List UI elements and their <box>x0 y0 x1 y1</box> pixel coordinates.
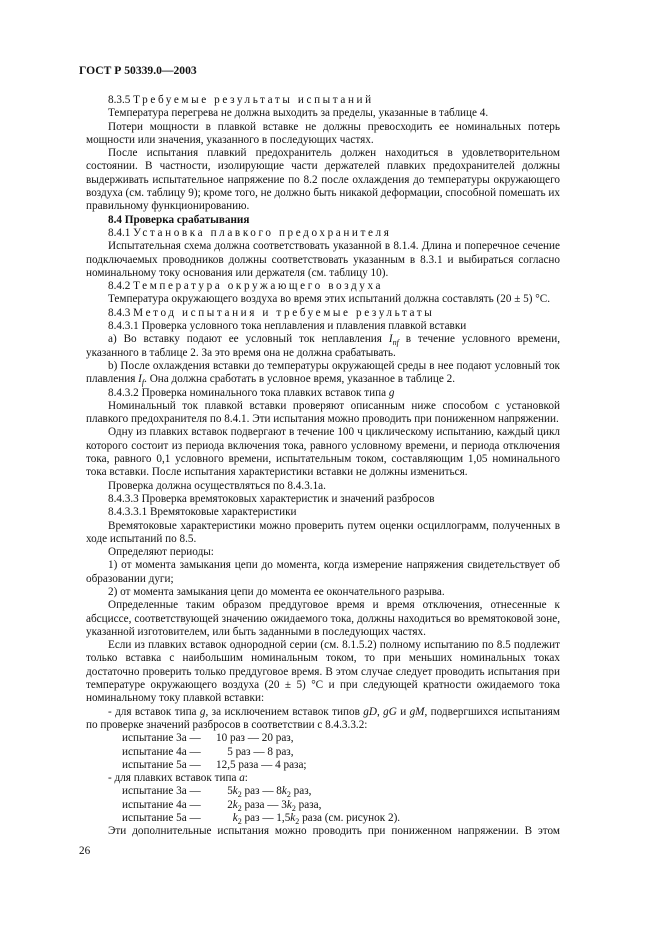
list-item: 1) от момента замыкания цепи до момента, когда измерение напряжения свидетельствует об образовании дуги; <box>86 559 560 585</box>
section-8-4-1-heading: 8.4.1 Установка плавкого предохранителя <box>108 226 392 239</box>
dash-item-a: - для плавких вставок типа a: <box>108 772 248 785</box>
section-8-4-3-2-heading: 8.4.3.2 Проверка номинального тока плавких вставок типа g <box>108 386 395 399</box>
page-content <box>86 94 560 839</box>
section-8-4-3-3-heading: 8.4.3.3 Проверка времятоковых характеристик и значений разбросов <box>108 492 435 505</box>
page-number: 26 <box>79 845 91 857</box>
paragraph: Температура перегрева не должна выходить за пределы, указанные в таблице 4. <box>108 107 489 120</box>
paragraph: Испытательная схема должна соответствовать указанной в 8.1.4. Длина и поперечное сечение подключаемых проводников должны соответствовать указанным в 8.3.1 и выбираться согласно номинальному току основания или держателя (см. таблицу 10). <box>86 240 560 279</box>
section-8-4-heading: 8.4 Проверка срабатывания <box>108 213 250 226</box>
paragraph: После испытания плавкий предохранитель должен находиться в удовлетворительном состоянии. В частности, изолирующие части держателей плавких предохранителей должны выдерживать испытательное напряжение по 8.2 после охлаждения до температуры окружающего воздуха (см. таблицу 9); кроме того, не должно быть никакой деформации, способной помешать их правильному функционированию. <box>86 147 560 213</box>
item-a: a) Во вставку подают ее условный ток неплавления $I_{nf}$ в течение условного времени, указанного в таблице 2. За это время она не должна срабатывать. <box>86 333 560 359</box>
paragraph: Потери мощности в плавкой вставке не должны превосходить ее номинальных потерь мощности или значения, указанного в последующих частях. <box>86 120 560 146</box>
test-row: испытание 4а — 5 раз — 8 раз, <box>122 745 294 758</box>
paragraph: Температура окружающего воздуха во время этих испытаний должна составлять (20 ± 5) °С. <box>108 293 551 306</box>
dash-item-g: - для вставок типа g, за исключением вставок типов gD, gG и gM, подвергшихся испытаниям по проверке значений разбросов в соответствии с 8.4.3.3.2: <box>86 705 560 731</box>
paragraph: Проверка должна осуществляться по 8.4.3.1а. <box>108 479 326 492</box>
item-b: b) После охлаждения вставки до температуры окружающей среды в нее подают условный ток плавления $I_f$. Она должна сработать в условное время, указанное в таблице 2. <box>86 359 560 388</box>
section-8-4-3-heading: 8.4.3 Метод испытания и требуемые результаты <box>108 306 435 319</box>
paragraph: Эти дополнительные испытания можно проводить при пониженном напряжении. В этом <box>108 825 560 838</box>
paragraph: Определяют периоды: <box>108 546 214 559</box>
test-row: испытание 3а — 10 раз — 20 раз, <box>122 732 294 745</box>
paragraph: Номинальный ток плавкой вставки проверяют описанным ниже способом с установкой плавкого предохранителя по 8.4.1. Эти испытания можно проводить при пониженном напряжении. <box>86 399 560 426</box>
document-header: ГОСТ Р 50339.0—2003 <box>79 64 197 77</box>
list-item: 2) от момента замыкания цепи до момента ее окончательного разрыва. <box>108 585 445 598</box>
test-row: испытание 5а — 12,5 раза — 4 раза; <box>122 758 307 771</box>
paragraph: Времятоковые характеристики можно проверить путем оценки осциллограмм, полученных в ходе испытаний по 8.5. <box>86 519 560 545</box>
paragraph: Если из плавких вставок однородной серии (см. 8.1.5.2) полному испытанию по 8.5 подлежит только вставка с наибольшим номинальным током, то при меньших номинальных токах достаточно проверить только преддуговое время. В этом случае следует проводить испытания при температуре окружающего воздуха (20 ± 5) °С и при следующей кратности ожидаемого тока номинальному току плавкой вставки: <box>86 639 560 705</box>
test-row: испытание 3а — $5k_2$ раз — $8k_2$ раз, <box>122 785 312 800</box>
section-8-4-2-heading: 8.4.2 Температура окружающего воздуха <box>108 280 384 293</box>
test-row: испытание 5а — $k_2$ раз — $1,5k_2$ раза (см. рисунок 2). <box>122 812 401 827</box>
test-row: испытание 4а — $2k_2$ раза — $3k_2$ раза, <box>122 798 322 813</box>
paragraph: Одну из плавких вставок подвергают в течение 100 ч циклическому испытанию, каждый цикл которого состоит из периода включения тока, равного условному времени, и периода отключения тока, равного 0,1 условного времени, испытательным током, составляющим 1,05 номинального тока вставки. После испытания характеристики вставки не должны измениться. <box>86 426 560 479</box>
section-8-3-5-heading: 8.3.5 Требуемые результаты испытаний <box>108 94 374 106</box>
section-8-4-3-3-1-heading: 8.4.3.3.1 Времятоковые характеристики <box>108 506 297 519</box>
section-8-4-3-1-heading: 8.4.3.1 Проверка условного тока неплавления и плавления плавкой вставки <box>108 320 467 333</box>
paragraph: Определенные таким образом преддуговое время и время отключения, отнесенные к абсциссе, соответствующей значению ожидаемого тока, должны находиться во времятоковой зоне, указанной изготовителем, или быть заданными в последующих частях. <box>86 599 560 638</box>
